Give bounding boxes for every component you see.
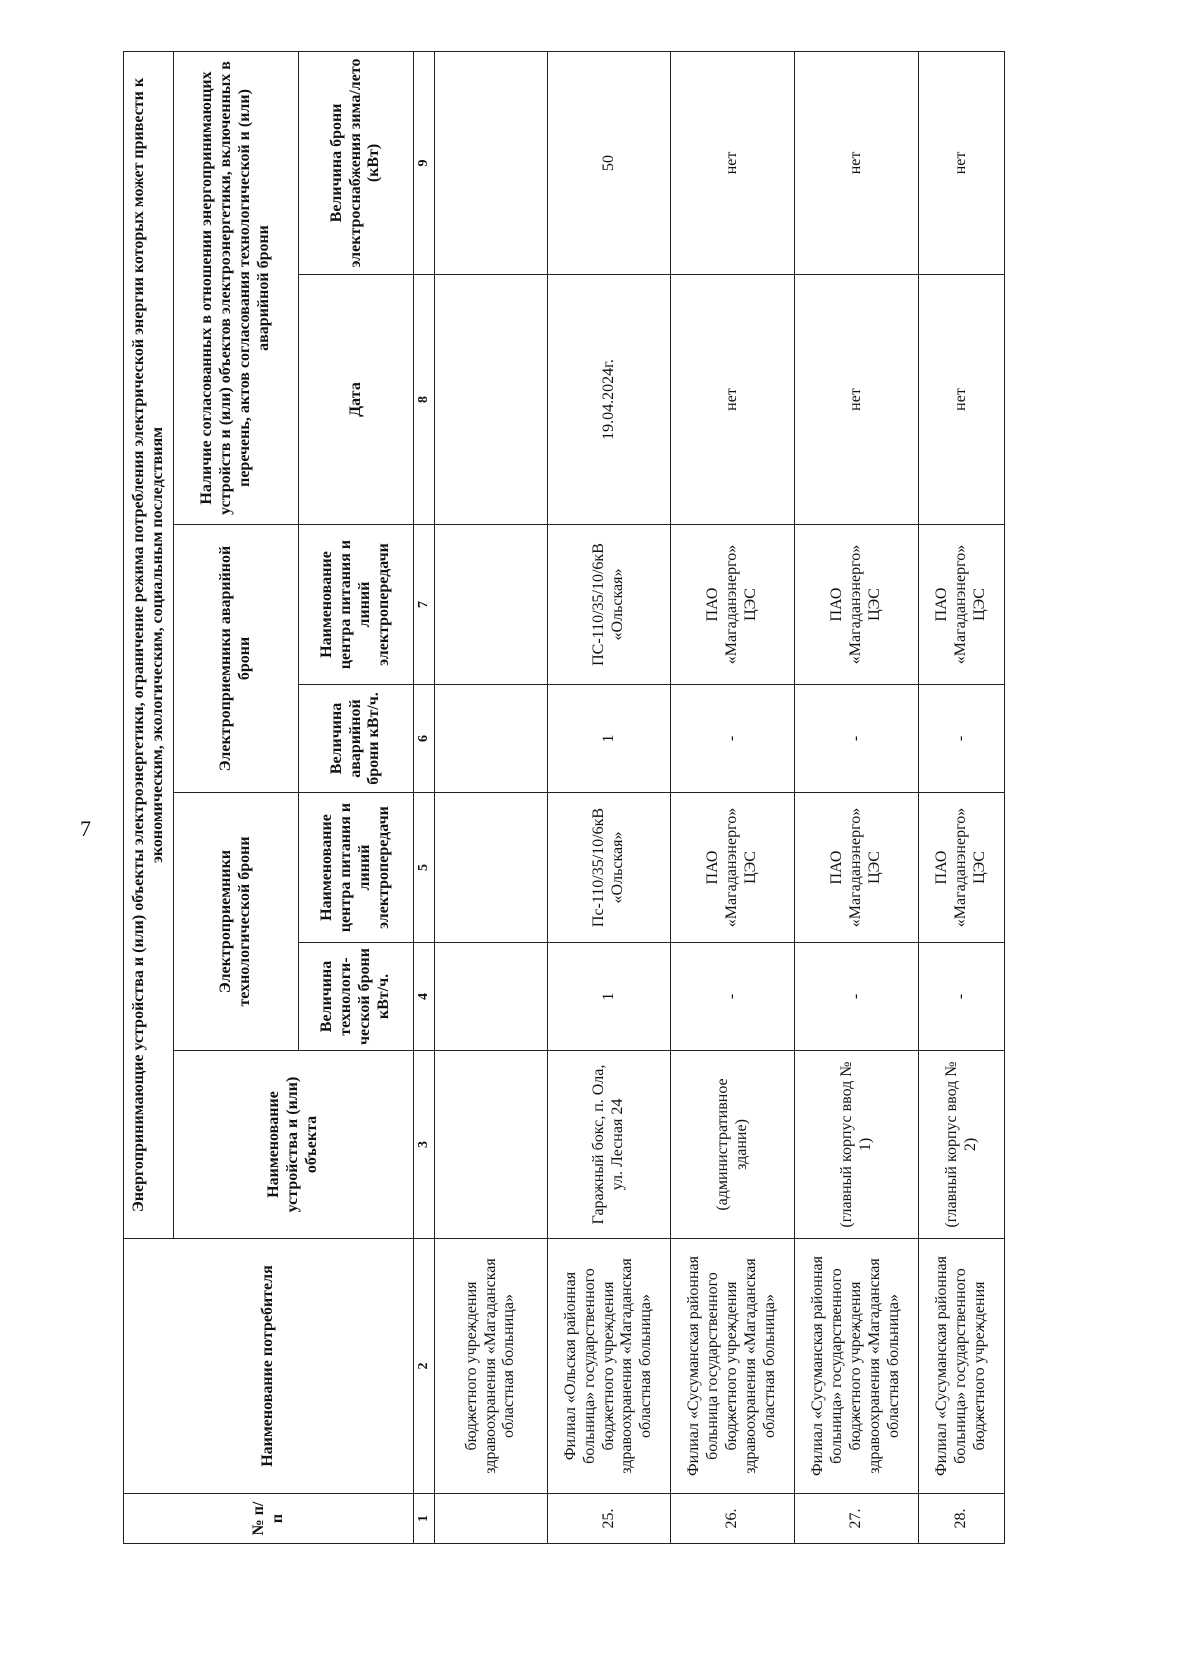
row-emerg-center: ПАО «Магаданэнерго» ЦЭС <box>919 525 1005 685</box>
row-tech-value: - <box>919 943 1005 1051</box>
col-number: 6 <box>414 685 435 793</box>
row-device: (административное здание) <box>671 1051 795 1239</box>
row-emerg-center: ПАО «Магаданэнерго» ЦЭС <box>671 525 795 685</box>
row-num: 28. <box>919 1494 1005 1544</box>
row-tech-center <box>435 793 548 943</box>
row-tech-value: 1 <box>548 943 671 1051</box>
row-tech-value <box>435 943 548 1051</box>
row-device: (главный корпус ввод № 1) <box>795 1051 919 1239</box>
header-tech-reserve: Электроприемники технологической брони <box>174 793 299 1051</box>
row-emerg-center: ПАО «Магаданэнерго» ЦЭС <box>795 525 919 685</box>
header-num: № п/п <box>124 1494 414 1544</box>
row-device: Гаражный бокс, п. Ола, ул. Лесная 24 <box>548 1051 671 1239</box>
rotated-table-wrapper <box>123 52 1003 1544</box>
table-row <box>548 51 671 1543</box>
row-tech-value: - <box>795 943 919 1051</box>
row-consumer: Филиал «Сусуманская районная больница государственного бюджетного учреждения здравоохранения «Магаданская областная больница» <box>671 1239 795 1494</box>
header-agreement: Наличие согласованных в отношении энергопринимающих устройств и (или) объектов электроэнергетики, включенных в перечень, актов согласования технологической и (или) аварийной брони <box>174 51 299 524</box>
row-consumer: Филиал «Ольская районная больница» государственного бюджетного учреждения здравоохранения «Магаданская областная больница» <box>548 1239 671 1494</box>
row-num: 25. <box>548 1494 671 1544</box>
col-number: 3 <box>414 1051 435 1239</box>
header-tech-center: Наименование центра питания и линий электропередачи <box>299 793 414 943</box>
row-emerg-value: - <box>919 685 1005 793</box>
header-device: Наименование устройства и (или) объекта <box>174 1051 414 1239</box>
row-tech-center: Пс-110/35/10/6кВ «Ольская» <box>548 793 671 943</box>
row-num: 27. <box>795 1494 919 1544</box>
row-date: 19.04.2024г. <box>548 275 671 525</box>
row-tech-center: ПАО «Магаданэнерго» ЦЭС <box>919 793 1005 943</box>
header-emergency-reserve: Электроприемники аварийной брони <box>174 525 299 793</box>
row-tech-value: - <box>671 943 795 1051</box>
header-power: Величина брони электроснабжения зима/лето (кВт) <box>299 51 414 274</box>
row-power: нет <box>919 51 1005 274</box>
row-power: нет <box>795 51 919 274</box>
row-emerg-value <box>435 685 548 793</box>
row-consumer: бюджетного учреждения здравоохранения «Магаданская областная больница» <box>435 1239 548 1494</box>
row-emerg-center <box>435 525 548 685</box>
row-date <box>435 275 548 525</box>
row-date: нет <box>919 275 1005 525</box>
col-number: 7 <box>414 525 435 685</box>
col-number: 8 <box>414 275 435 525</box>
page-number: 7 <box>80 816 91 841</box>
row-date: нет <box>795 275 919 525</box>
row-device <box>435 1051 548 1239</box>
header-emerg-value: Величина аварийной брони кВт/ч. <box>299 685 414 793</box>
header-emerg-center: Наименование центра питания и линий электропередачи <box>299 525 414 685</box>
row-num <box>435 1494 548 1544</box>
table-row <box>435 51 548 1543</box>
header-tech-value: Величина технологи-ческой брони кВт/ч. <box>299 943 414 1051</box>
header-group-title: Энергопринимающие устройства и (или) объекты электроэнергетики, ограничение режима потребления электрической энергии которых может привести к экономическим, экологическим, социальным последствиям <box>124 51 174 1238</box>
row-power <box>435 51 548 274</box>
row-num: 26. <box>671 1494 795 1544</box>
row-date: нет <box>671 275 795 525</box>
row-consumer: Филиал «Сусуманская районная больница» государственного бюджетного учреждения здравоохранения «Магаданская областная больница» <box>795 1239 919 1494</box>
row-tech-center: ПАО «Магаданэнерго» ЦЭС <box>671 793 795 943</box>
table-row <box>919 51 1005 1543</box>
col-number: 4 <box>414 943 435 1051</box>
table-row <box>671 51 795 1543</box>
row-device: (главный корпус ввод № 2) <box>919 1051 1005 1239</box>
column-number-row <box>414 51 435 1543</box>
row-emerg-value: - <box>671 685 795 793</box>
row-power: 50 <box>548 51 671 274</box>
col-number: 9 <box>414 51 435 274</box>
row-consumer: Филиал «Сусуманская районная больница» государственного бюджетного учреждения <box>919 1239 1005 1494</box>
header-consumer: Наименование потребителя <box>124 1239 414 1494</box>
col-number: 5 <box>414 793 435 943</box>
row-emerg-value: 1 <box>548 685 671 793</box>
row-emerg-center: ПС-110/35/10/6кВ «Ольская» <box>548 525 671 685</box>
row-emerg-value: - <box>795 685 919 793</box>
row-power: нет <box>671 51 795 274</box>
header-date: Дата <box>299 275 414 525</box>
table-row <box>795 51 919 1543</box>
reserve-table <box>123 51 1005 1544</box>
col-number: 1 <box>414 1494 435 1544</box>
col-number: 2 <box>414 1239 435 1494</box>
row-tech-center: ПАО «Магаданэнерго» ЦЭС <box>795 793 919 943</box>
